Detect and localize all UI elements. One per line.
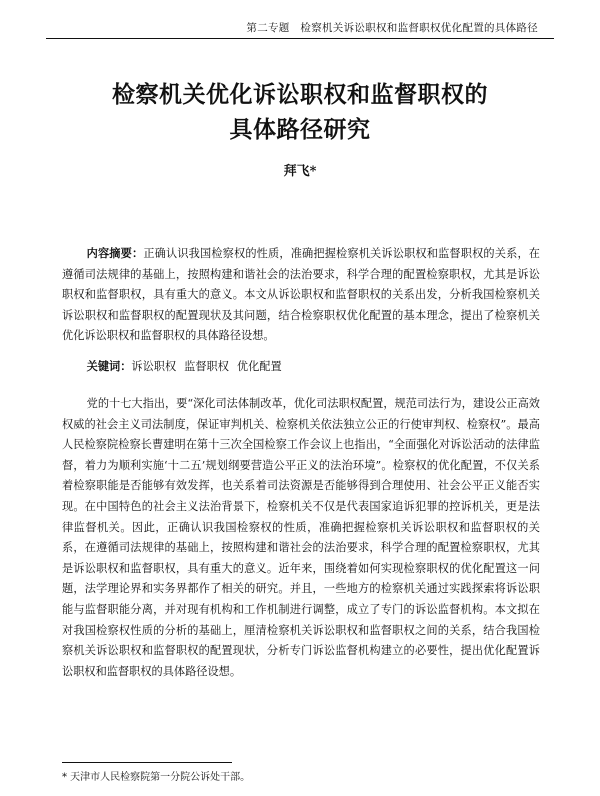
keywords — [62, 357, 540, 377]
article-title — [0, 78, 600, 148]
keyword: 诉讼职权 — [131, 360, 177, 373]
abstract — [62, 244, 540, 347]
body-paragraph: 党的十七大指出，要“深化司法体制改革，优化司法职权配置，规范司法行为，建设公正高效权威的社会主义司法制度，保证审判机关、检察机关依法独立公正的行使审判权、检察权”。最高人民检察院检察长曹建明在第十三次全国检察工作会议上也指出，“全面强化对诉讼活动的法律监督，着力为顺利实施‘十二五’规划纲要营造公平正义的法治环境”。检察权的优化配置，不仅关系着检察职能是否能够有效发挥，也关系着司法资源是否能够得到合理使用、社会公平正义能否实现。在中国特色的社会主义法治背景下，检察机关不仅是代表国家追诉犯罪的控诉机关，更是法律监督机关。因此，正确认识我国检察权的性质，准确把握检察机关诉讼职权和监督职权的关系，在遵循司法规律的基础上，按照构建和谐社会的法治要求，科学合理的配置检察职权，尤其是诉讼职权和监督职权，具有重大的意义。近年来，围绕着如何实现检察职权的优化配置这一问题，法学理论界和实务界都作了相关的研究。并且，一些地方的检察机关通过实践探索将诉讼职能与监督职能分离，并对现有机构和工作机制进行调整，成立了专门的诉讼监督机构。本文拟在对我国检察权性质的分析的基础上，厘清检察机关诉讼职权和监督职权之间的关系，结合我国检察机关诉讼职权和监督职权的配置现状，分析专门诉讼监督机构建立的必要性，提出优化配置诉讼职权和监督职权的具体路径设想。 — [62, 397, 540, 678]
footnote-rule — [62, 762, 232, 763]
footnote: * 天津市人民检察院第一分院公诉处干部。 — [62, 772, 251, 783]
title-line-1: 检察机关优化诉讼职权和监督职权的 — [112, 82, 488, 108]
running-head: 第二专题 检察机关诉讼职权和监督职权优化配置的具体路径 — [246, 22, 538, 34]
header-rule — [46, 38, 554, 39]
keywords-label: 关键词： — [86, 360, 132, 373]
abstract-label: 内容摘要： — [86, 247, 144, 260]
author: 拜飞* — [283, 164, 317, 179]
title-line-2: 具体路径研究 — [229, 117, 371, 143]
keyword: 优化配置 — [236, 360, 282, 373]
abstract-text: 正确认识我国检察权的性质，准确把握检察机关诉讼职权和监督职权的关系，在遵循司法规律的基础上，按照构建和谐社会的法治要求，科学合理的配置检察职权，尤其是诉讼职权和监督职权，具有重大的意义。本文从诉讼职权和监督职权的关系出发，分析我国检察机关诉讼职权和监督职权的配置现状及其问题，结合检察职权优化配置的基本理念，提出了检察机关优化诉讼职权和监督职权的具体路径设想。 — [62, 247, 540, 342]
keyword: 监督职权 — [184, 360, 229, 373]
